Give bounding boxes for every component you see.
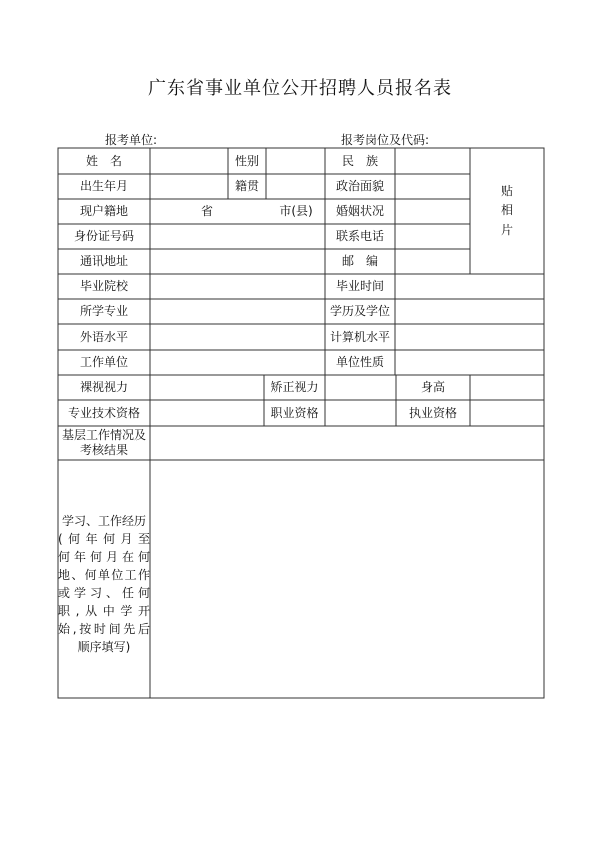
city-label: 市(县) [279,204,313,218]
id-number-label: 身份证号码 [73,229,134,243]
computer-label: 计算机水平 [329,329,390,344]
postcode-label: 邮 编 [341,254,378,268]
history-label [58,512,150,656]
photo-box [470,148,544,274]
height-label: 身高 [420,380,445,394]
apply-position-label: 报考岗位及代码: [341,133,430,147]
grad-time-label: 毕业时间 [335,279,384,293]
practice-qual-label: 执业资格 [408,405,457,420]
hukou-label: 现户籍地 [79,204,128,218]
corrected-vision-label: 矫正视力 [270,380,319,394]
apply-unit-label: 报考单位: [105,133,158,147]
history-line-7: 始,按时间先后 [58,622,150,636]
history-line-5: 或学习、任何 [58,586,150,600]
foreign-lang-label: 外语水平 [79,329,128,344]
ethnicity-label: 民 族 [341,153,378,168]
history-line-2: (何年何月至 [58,532,150,546]
address-label: 通讯地址 [79,254,128,268]
naked-vision-label: 裸视视力 [79,380,128,394]
history-line-3: 何年何月在何 [58,550,150,564]
grassroots-label [58,426,150,460]
native-place-label: 籍贯 [234,179,259,193]
major-label: 所学专业 [79,304,128,318]
photo-label-2: 相 [500,203,513,218]
unit-nature-label: 单位性质 [335,355,384,369]
education-label: 学历及学位 [329,304,390,318]
photo-label-1: 贴 [500,184,513,199]
history-line-8: 顺序填写) [77,640,131,654]
grassroots-label-line2: 考核结果 [79,443,128,457]
history-line-4: 地、何单位工作 [58,568,150,582]
marital-label: 婚姻状况 [335,204,384,218]
history-line-1: 学习、工作经历 [61,514,146,528]
province-label: 省 [200,204,213,218]
form-title: 广东省事业单位公开招聘人员报名表 [148,78,452,99]
gender-label: 性别 [234,153,259,168]
name-label: 姓 名 [85,153,122,168]
political-label: 政治面貌 [335,179,384,193]
workplace-label: 工作单位 [79,355,128,369]
birth-label: 出生年月 [79,179,128,193]
tech-qual-label: 专业技术资格 [67,405,140,420]
school-label: 毕业院校 [79,279,128,293]
phone-label: 联系电话 [335,229,384,243]
history-line-6: 职,从中学开 [58,604,150,618]
grassroots-label-line1: 基层工作情况及 [61,428,146,442]
photo-label-3: 片 [500,222,513,237]
career-qual-label: 职业资格 [270,405,319,420]
